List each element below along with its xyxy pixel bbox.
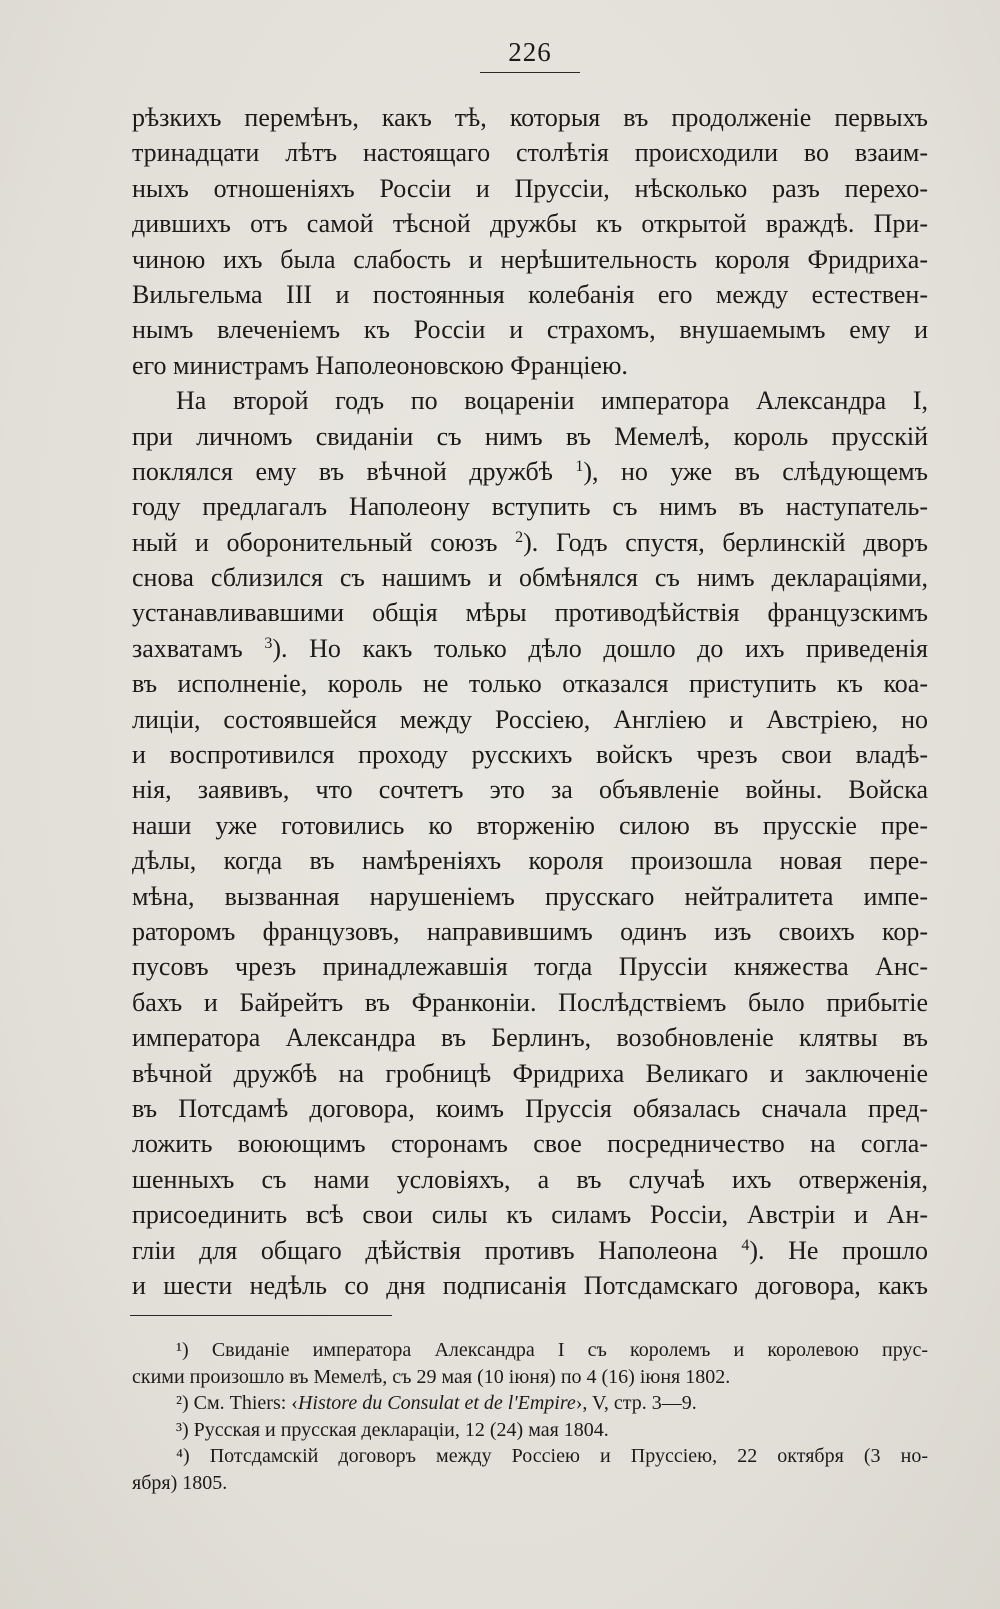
- footnote-ref: 3: [264, 634, 273, 652]
- text-line: мѣна, вызванная нарушеніемъ прусскаго нейтралитета импе-: [132, 881, 928, 911]
- text-line: присоединить всѣ свои силы къ силамъ Россіи, Австріи и Ан-: [132, 1200, 928, 1230]
- text-line: [132, 1233, 928, 1268]
- text-line: нія, заявивъ, что сочтетъ это за объявленіе войны. Войска: [132, 775, 928, 805]
- text-run: ). Не прошло: [749, 1235, 928, 1265]
- text-line: наши уже готовились ко вторженію силою въ прусскіе пре-: [132, 810, 928, 840]
- text-line: [132, 454, 928, 489]
- footnotes: [132, 1337, 928, 1496]
- text-line: его министрамъ Наполеоновскою Франціею.: [132, 350, 628, 380]
- footnote-rule: [130, 1315, 392, 1316]
- text-line: устанавливавшими общія мѣры противодѣйствія французскимъ: [132, 598, 928, 628]
- footnote-4: [132, 1443, 928, 1470]
- footnote-ref: 2: [515, 528, 524, 546]
- text-line: тринадцати лѣтъ настоящаго столѣтія происходили во взаим-: [132, 138, 928, 168]
- text-line: рѣзкихъ перемѣнъ, какъ тѣ, которыя въ продолженіе первыхъ: [132, 103, 928, 132]
- body-text: [132, 100, 928, 1303]
- text-line: въ Потсдамѣ договора, коимъ Пруссія обязалась сначала пред-: [132, 1093, 928, 1123]
- footnote-text: Свиданіе императора Александра I съ королемъ и королевою прус-: [211, 1339, 929, 1361]
- footnote-text: См. Thiers: ‹: [193, 1392, 298, 1414]
- text-run: ). Но какъ только дѣло дошло до ихъ приведенія: [272, 633, 929, 663]
- footnote-mark: ⁴): [176, 1445, 190, 1467]
- text-line: Вильгельма III и постоянныя колебанія его между естествен-: [132, 279, 928, 309]
- text-line: бахъ и Байрейтъ въ Франконіи. Послѣдствіемъ было прибытіе: [132, 987, 928, 1017]
- text-line: и воспротивился проходу русскихъ войскъ чрезъ свои владѣ-: [132, 740, 928, 770]
- text-line: шенныхъ съ нами условіяхъ, а въ случаѣ ихъ отверженія,: [132, 1164, 928, 1194]
- text-run: ), но уже въ слѣдующемъ: [583, 456, 928, 486]
- text-line: [132, 631, 928, 666]
- text-line: дѣлы, когда въ намѣреніяхъ короля произошла новая пере-: [132, 846, 928, 876]
- text-line: при личномъ свиданіи съ нимъ въ Мемелѣ, король прусскій: [132, 421, 928, 451]
- text-line: ложить воюющимъ сторонамъ свое посредничество на согла-: [132, 1129, 928, 1159]
- footnote-mark: ²): [176, 1392, 189, 1414]
- text-run: ный и оборонительный союзъ: [132, 527, 498, 557]
- footnote-text: Потсдамскій договоръ между Россіею и Пруссіею, 22 октября (3 но-: [209, 1445, 929, 1467]
- text-run: ). Годъ спустя, берлинскій дворъ: [523, 527, 928, 557]
- text-line: вѣчной дружбѣ на гробницѣ Фридриха Великаго и заключеніе: [132, 1058, 928, 1088]
- text-line: императора Александра въ Берлинъ, возобновленіе клятвы въ: [132, 1023, 928, 1053]
- text-line: лиціи, состоявшейся между Россіею, Англіею и Австріею, но: [132, 704, 928, 734]
- footnote-1-cont: скими произошло въ Мемелѣ, съ 29 мая (10 іюня) по 4 (16) іюня 1802.: [132, 1365, 731, 1388]
- footnote-text: ›, V, стр. 3—9.: [575, 1392, 697, 1414]
- footnote-ref: 1: [575, 457, 584, 475]
- text-line: году предлагалъ Наполеону вступить съ нимъ въ наступатель-: [132, 492, 928, 522]
- text-line: ныхъ отношеніяхъ Россіи и Пруссіи, нѣсколько разъ перехо-: [132, 173, 928, 203]
- text-line: въ исполненіе, король не только отказался приступить къ коа-: [132, 669, 928, 699]
- text-run: гліи для общаго дѣйствія противъ Наполеона: [132, 1235, 718, 1265]
- text-line: снова сблизился съ нашимъ и обмѣнялся съ нимъ деклараціями,: [132, 563, 928, 593]
- footnote-3: [132, 1417, 928, 1444]
- footnote-4-cont: ября) 1805.: [132, 1471, 228, 1494]
- text-line: [132, 525, 928, 560]
- text-line: На второй годъ по воцареніи императора Александра I,: [176, 386, 928, 416]
- text-line: раторомъ французовъ, направившимъ одинъ изъ своихъ кор-: [132, 916, 928, 946]
- footnote-ref: 4: [741, 1236, 750, 1254]
- footnote-mark: ³): [176, 1418, 189, 1441]
- text-line: чиною ихъ была слабость и нерѣшительность короля Фридриха-: [132, 244, 928, 274]
- text-run: захватамъ: [132, 633, 243, 663]
- text-line: дившихъ отъ самой тѣсной дружбы къ открытой враждѣ. При-: [132, 209, 928, 239]
- footnote-1: [132, 1337, 928, 1364]
- footnote-text: Русская и прусская деклараціи, 12 (24) мая 1804.: [193, 1418, 609, 1441]
- page-number: 226: [508, 37, 552, 67]
- footnote-book-title: Histore du Consulat et de l'Empire: [297, 1392, 576, 1414]
- text-line: и шести недѣль со дня подписанія Потсдамскаго договора, какъ: [132, 1270, 928, 1300]
- footnote-2: [132, 1390, 928, 1417]
- text-line: нымъ влеченіемъ къ Россіи и страхомъ, внушаемымъ ему и: [132, 315, 928, 345]
- text-line: пусовъ чрезъ принадлежавшія тогда Пруссіи княжества Анс-: [132, 952, 928, 982]
- text-run: поклялся ему въ вѣчной дружбѣ: [132, 456, 553, 486]
- header-rule: [480, 72, 580, 73]
- footnote-mark: ¹): [176, 1339, 189, 1361]
